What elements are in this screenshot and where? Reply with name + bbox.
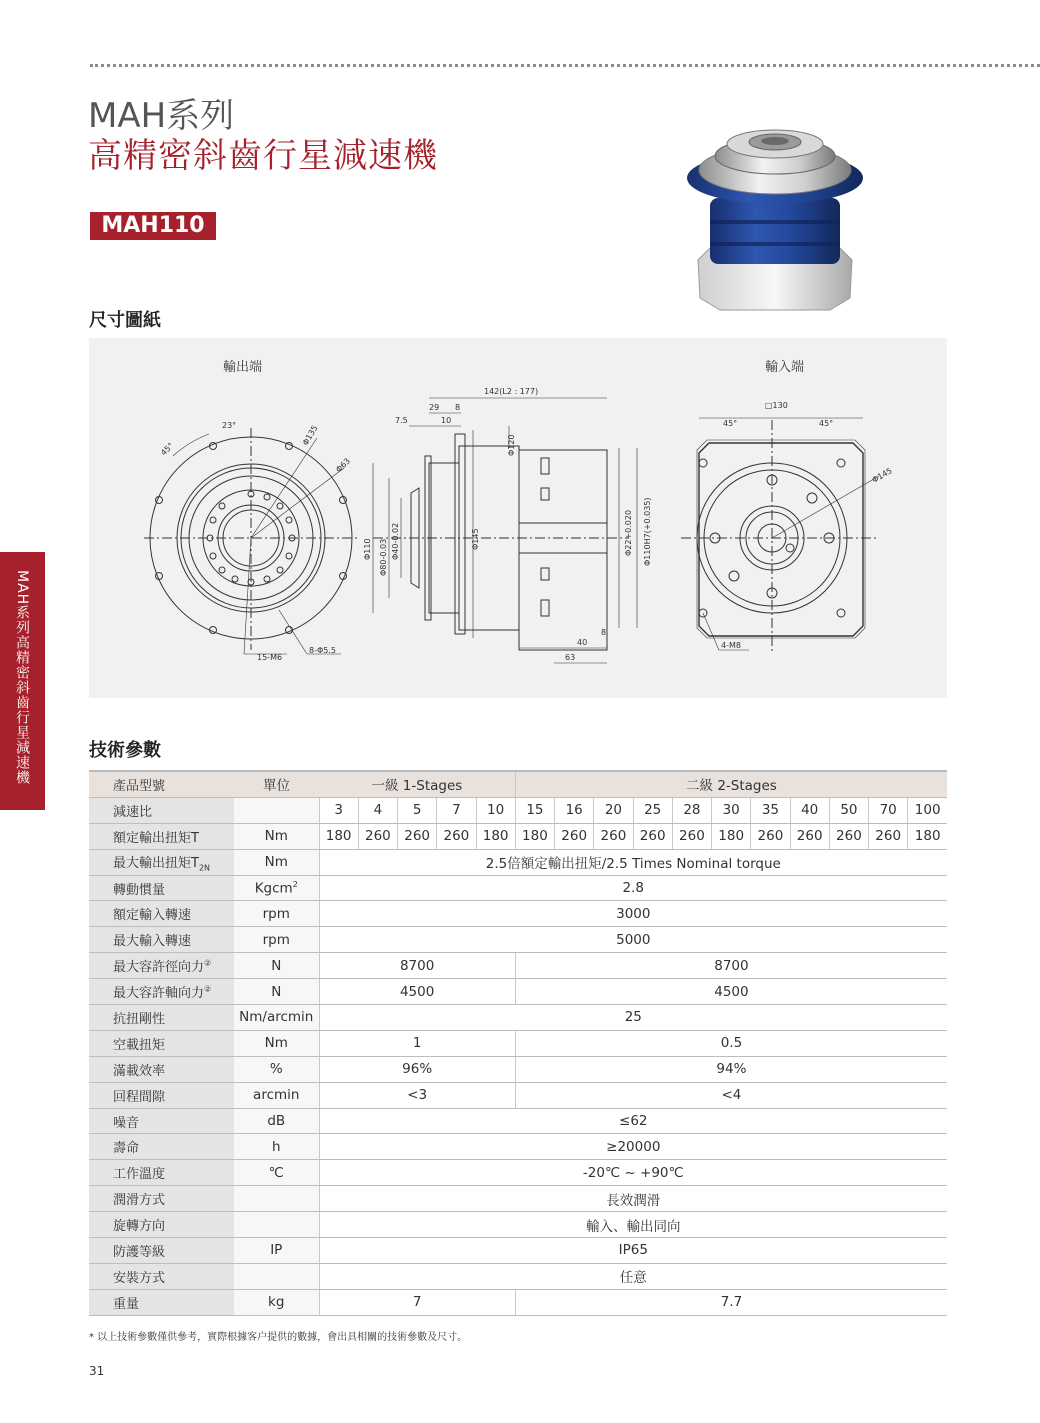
ratio-cell: 4 — [358, 797, 397, 823]
side-dia110: Φ110 — [363, 538, 372, 560]
ratio-cell: 5 — [398, 797, 437, 823]
row-value: -20℃ ~ +90℃ — [319, 1160, 947, 1186]
output-dia-63: Φ63 — [334, 456, 353, 475]
table-row-max-speed — [89, 927, 947, 953]
table-row-life — [89, 1134, 947, 1160]
top-dotted-divider — [90, 64, 1040, 67]
max-torque-value: 2.5倍額定輸出扭矩/2.5 Times Nominal torque — [319, 849, 947, 875]
table-row-efficiency — [89, 1056, 947, 1082]
table-row-protection — [89, 1238, 947, 1264]
side-d29: 29 — [429, 403, 440, 412]
side-tab-label: MAH系列高精密斜齒行星減速機 — [14, 570, 30, 786]
stage2-value: 94% — [515, 1056, 947, 1082]
row-label: 抗扭剛性 — [89, 1005, 234, 1031]
row-value: 輸入、輸出同向 — [319, 1212, 947, 1238]
row-label: 減速比 — [89, 797, 234, 823]
row-value: ≥20000 — [319, 1134, 947, 1160]
row-value: 長效潤滑 — [319, 1186, 947, 1212]
side-d10: 10 — [441, 416, 452, 425]
side-dia40: Φ40-0.02 — [391, 522, 400, 560]
row-label: 噪音 — [89, 1108, 234, 1134]
row-label-sup: ② — [204, 984, 212, 994]
row-unit — [234, 797, 319, 823]
input-holes: 4-M8 — [721, 641, 741, 650]
stage2-value: 7.7 — [515, 1289, 947, 1315]
table-row-backlash — [89, 1082, 947, 1108]
table-row-no-load — [89, 1030, 947, 1056]
stage1-value: 4500 — [319, 979, 515, 1005]
torque-cell: 260 — [790, 823, 829, 849]
ratio-cell: 28 — [672, 797, 711, 823]
spec-table — [89, 770, 947, 1316]
row-value: 2.8 — [319, 875, 947, 901]
stage2-value: 4500 — [515, 979, 947, 1005]
ratio-cell: 30 — [712, 797, 751, 823]
row-value: 3000 — [319, 901, 947, 927]
row-label: 空載扭矩 — [89, 1030, 234, 1056]
row-unit-text: Kgcm — [254, 880, 293, 897]
row-value: ≤62 — [319, 1108, 947, 1134]
input-angle-b: 45° — [819, 419, 834, 428]
torque-cell: 180 — [476, 823, 515, 849]
row-unit — [234, 1263, 319, 1289]
row-label-sub: 2N — [198, 863, 211, 873]
torque-cell: 260 — [594, 823, 633, 849]
row-label: 安裝方式 — [89, 1263, 234, 1289]
side-dia110h7: Φ110H7(+0.035) — [643, 497, 652, 566]
stage2-value: <4 — [515, 1082, 947, 1108]
output-angle-b: 23° — [222, 421, 237, 430]
side-dia145: Φ145 — [471, 528, 480, 550]
row-unit: Nm — [234, 823, 319, 849]
torque-cell: 260 — [829, 823, 868, 849]
row-label: 防護等級 — [89, 1238, 234, 1264]
stage1-value: 1 — [319, 1030, 515, 1056]
torque-cell: 260 — [751, 823, 790, 849]
table-row-mounting — [89, 1263, 947, 1289]
row-unit: Nm — [234, 1030, 319, 1056]
torque-cell: 180 — [908, 823, 947, 849]
header-model: 產品型號 — [89, 771, 234, 797]
row-unit: arcmin — [234, 1082, 319, 1108]
row-unit: kg — [234, 1289, 319, 1315]
row-unit: rpm — [234, 901, 319, 927]
table-row-radial-force — [89, 953, 947, 979]
row-value: 25 — [319, 1005, 947, 1031]
table-row-ratio — [89, 797, 947, 823]
table-row-rotation — [89, 1212, 947, 1238]
output-end-view — [144, 428, 359, 654]
torque-cell: 260 — [358, 823, 397, 849]
row-label: 額定輸入轉速 — [89, 901, 234, 927]
row-label: 滿載效率 — [89, 1056, 234, 1082]
stage1-value: 96% — [319, 1056, 515, 1082]
ratio-cell: 7 — [437, 797, 476, 823]
side-dia80: Φ80-0.03 — [379, 538, 388, 576]
table-row-lube — [89, 1186, 947, 1212]
row-label: 壽命 — [89, 1134, 234, 1160]
row-value: IP65 — [319, 1238, 947, 1264]
header-stage2: 二級 2-Stages — [515, 771, 947, 797]
row-label: 重量 — [89, 1289, 234, 1315]
output-end-label: 輸出端 — [223, 360, 263, 375]
header-stage1: 一級 1-Stages — [319, 771, 515, 797]
row-unit: % — [234, 1056, 319, 1082]
row-label — [89, 849, 234, 875]
side-d63: 63 — [565, 653, 576, 662]
side-view — [373, 398, 637, 663]
row-unit — [234, 1212, 319, 1238]
input-angle-a: 45° — [723, 419, 738, 428]
side-dia120: Φ120 — [507, 434, 516, 456]
row-unit: h — [234, 1134, 319, 1160]
output-bolt-holes: 8-Φ5.5 — [309, 646, 336, 655]
table-header-row — [89, 771, 947, 797]
torque-cell: 260 — [672, 823, 711, 849]
row-unit: ℃ — [234, 1160, 319, 1186]
table-row-noise — [89, 1108, 947, 1134]
stage2-value: 8700 — [515, 953, 947, 979]
row-unit: Nm/arcmin — [234, 1005, 319, 1031]
page-title: 高精密斜齒行星減速機 — [88, 136, 438, 176]
page-number: 31 — [89, 1364, 105, 1378]
header-unit: 單位 — [234, 771, 319, 797]
ratio-cell: 25 — [633, 797, 672, 823]
input-square: □130 — [765, 401, 788, 410]
table-row-rated-torque — [89, 823, 947, 849]
row-label-text: 最大容許軸向力 — [113, 986, 205, 1002]
spec-section-title: 技術參數 — [89, 740, 161, 761]
input-dia145: Φ145 — [870, 466, 894, 485]
side-d75: 7.5 — [395, 416, 408, 425]
ratio-cell: 35 — [751, 797, 790, 823]
table-row-max-torque — [89, 849, 947, 875]
ratio-cell: 70 — [869, 797, 908, 823]
row-unit: N — [234, 979, 319, 1005]
torque-cell: 260 — [398, 823, 437, 849]
row-unit — [234, 875, 319, 901]
table-row-weight — [89, 1289, 947, 1315]
side-d8: 8 — [455, 403, 461, 412]
side-length: 142(L2 : 177) — [484, 387, 539, 396]
row-label: 額定輸出扭矩T — [89, 823, 234, 849]
ratio-cell: 16 — [555, 797, 594, 823]
input-end-label: 輸入端 — [765, 360, 805, 375]
stage1-value: 8700 — [319, 953, 515, 979]
row-label: 潤滑方式 — [89, 1186, 234, 1212]
ratio-cell: 15 — [515, 797, 554, 823]
row-label-text: 最大容許徑向力 — [113, 960, 205, 976]
row-label: 最大輸入轉速 — [89, 927, 234, 953]
table-row-stiffness — [89, 1005, 947, 1031]
torque-cell: 180 — [319, 823, 358, 849]
output-dia-135: Φ135 — [300, 423, 320, 447]
torque-cell: 260 — [633, 823, 672, 849]
dimension-drawing — [89, 338, 947, 698]
stage2-value: 0.5 — [515, 1030, 947, 1056]
table-row-axial-force — [89, 979, 947, 1005]
ratio-cell: 40 — [790, 797, 829, 823]
row-label: 旋轉方向 — [89, 1212, 234, 1238]
torque-cell: 180 — [712, 823, 751, 849]
row-unit: dB — [234, 1108, 319, 1134]
torque-cell: 260 — [555, 823, 594, 849]
side-d8b: 8 — [601, 628, 607, 637]
row-unit: IP — [234, 1238, 319, 1264]
ratio-cell: 20 — [594, 797, 633, 823]
side-tab — [0, 552, 45, 810]
torque-cell: 180 — [515, 823, 554, 849]
stage1-value: 7 — [319, 1289, 515, 1315]
input-end-view — [681, 418, 879, 654]
model-badge: MAH110 — [90, 212, 216, 240]
series-title: MAH系列 — [88, 96, 235, 136]
ratio-cell: 10 — [476, 797, 515, 823]
output-angle-a: 45° — [159, 441, 176, 458]
row-unit: rpm — [234, 927, 319, 953]
row-unit: N — [234, 953, 319, 979]
row-label: 回程間隙 — [89, 1082, 234, 1108]
ratio-cell: 50 — [829, 797, 868, 823]
row-unit: Nm — [234, 849, 319, 875]
torque-cell: 260 — [869, 823, 908, 849]
table-row-rated-speed — [89, 901, 947, 927]
row-label-sup: ② — [204, 958, 212, 968]
stage1-value: <3 — [319, 1082, 515, 1108]
side-dia22: Φ22+0.020 — [624, 509, 633, 556]
drawing-section-title: 尺寸圖紙 — [89, 310, 161, 331]
ratio-cell: 3 — [319, 797, 358, 823]
row-value: 5000 — [319, 927, 947, 953]
row-unit — [234, 1186, 319, 1212]
side-d40: 40 — [577, 638, 588, 647]
dimension-drawing-svg — [89, 338, 947, 698]
row-label-text: 最大輸出扭矩T — [113, 855, 199, 871]
torque-cell: 260 — [437, 823, 476, 849]
table-row-inertia — [89, 875, 947, 901]
row-value: 任意 — [319, 1263, 947, 1289]
table-row-temp — [89, 1160, 947, 1186]
row-label: 轉動慣量 — [89, 875, 234, 901]
ratio-cell: 100 — [908, 797, 947, 823]
output-tap-holes: 15-M6 — [257, 653, 283, 662]
product-photo — [680, 120, 870, 315]
row-label — [89, 953, 234, 979]
row-unit-sup: 2 — [292, 879, 298, 889]
row-label — [89, 979, 234, 1005]
row-label: 工作溫度 — [89, 1160, 234, 1186]
footnote: * 以上技術參數僅供參考，實際根據客户提供的數據，會出具相關的技術參數及尺寸。 — [89, 1332, 468, 1343]
